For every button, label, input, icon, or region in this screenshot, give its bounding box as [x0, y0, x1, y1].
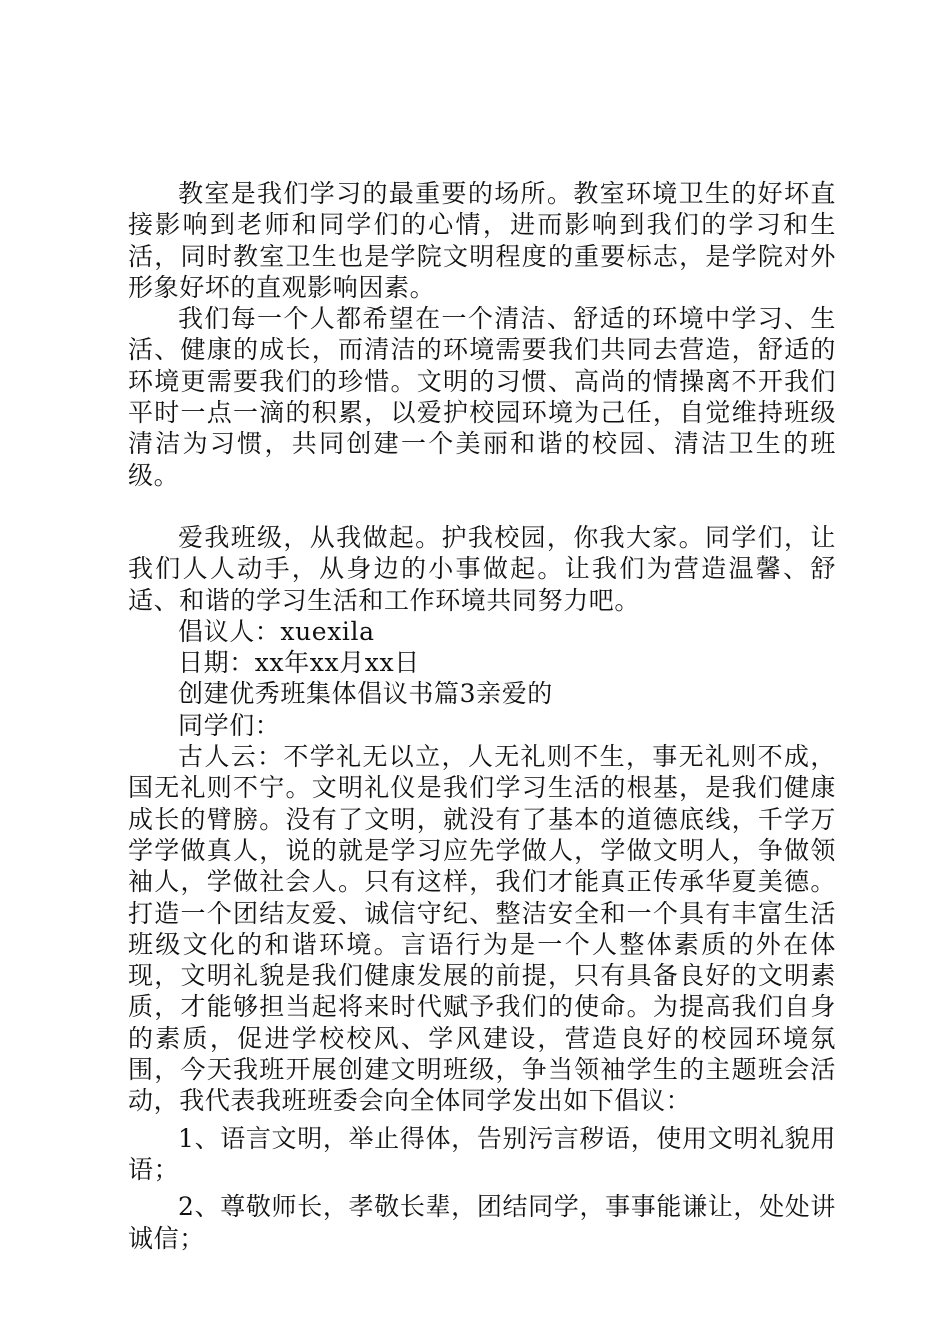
paragraph-etiquette: 古人云：不学礼无以立，人无礼则不生，事无礼则不成，国无礼则不宁。文明礼仪是我们学习生活的根基，是我们健康成长的臂膀。没有了文明，就没有了基本的道德底线，千学万学学做真人，说的就是学习应先学做人，学做文明人，争做领袖人，学做社会人。只有这样，我们才能真正传承华夏美德。打造一个团结友爱、诚信守纪、整洁安全和一个具有丰富生活班级文化的和谐环境。言语行为是一个人整体素质的外在体现，文明礼貌是我们健康发展的前提，只有具备良好的文明素质，才能够担当起将来时代赋予我们的使命。为提高我们自身的素质，促进学校校风、学风建设，营造良好的校园环境氛围，今天我班开展创建文明班级，争当领袖学生的主题班会活动，我代表我班班委会向全体同学发出如下倡议：	[128, 742, 836, 1116]
proposal-item-1: 1、语言文明，举止得体，告别污言秽语，使用文明礼貌用语；	[128, 1123, 836, 1184]
paragraph-love-class: 爱我班级，从我做起。护我校园，你我大家。同学们，让我们人人动手，从身边的小事做起。让我们为营造温馨、舒适、和谐的学习生活和工作环境共同努力吧。	[128, 522, 836, 615]
paragraph-classroom-importance: 教室是我们学习的最重要的场所。教室环境卫生的好坏直接影响到老师和同学们的心情，进而影响到我们的学习和生活，同时教室卫生也是学院文明程度的重要标志，是学院对外形象好坏的直观影响因素。	[128, 179, 836, 302]
proposer-line: 倡议人：xuexila	[178, 616, 375, 646]
salutation: 同学们：	[178, 710, 281, 740]
proposal-item-2: 2、尊敬师长，孝敬长辈，团结同学，事事能谦让，处处讲诚信；	[128, 1192, 836, 1253]
date-line: 日期：xx年xx月xx日	[178, 648, 420, 678]
paragraph-clean-environment: 我们每一个人都希望在一个清洁、舒适的环境中学习、生活、健康的成长，而清洁的环境需要我们共同去营造，舒适的环境更需要我们的珍惜。文明的习惯、高尚的情操离不开我们平时一点一滴的积累，以爱护校园环境为己任，自觉维持班级清洁为习惯，共同创建一个美丽和谐的校园、清洁卫生的班级。	[128, 304, 836, 490]
section-heading: 创建优秀班集体倡议书篇3亲爱的	[178, 679, 553, 709]
document-body	[128, 178, 836, 1254]
